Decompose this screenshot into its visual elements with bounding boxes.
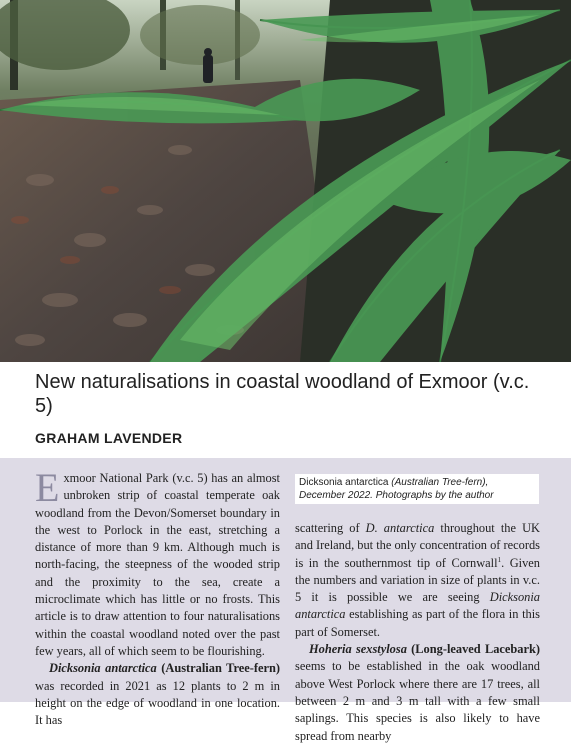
paragraph-dicksonia	[35, 660, 280, 729]
species-name: Hoheria sexstylosa	[309, 642, 407, 657]
footnote-ref: 1	[497, 555, 502, 564]
text-run: . Given the numbers and variation in size of plants in v.c. 5 it is possible we are seeing	[295, 555, 540, 605]
common-name: (Long-leaved Lacebark)	[406, 642, 541, 657]
column-1	[35, 465, 280, 729]
header-photo	[0, 0, 571, 362]
caption-text: (Australian Tree-fern), December 2022. Photographs by the author	[299, 477, 494, 501]
species-name: Dicksonia antarctica	[295, 590, 540, 622]
fern-photo-illustration	[0, 0, 571, 362]
species-name: D. antarctica	[365, 521, 435, 535]
paragraph-text: seems to be established in the oak woodland above West Porlock where there are 17 trees, all between 2 m and 3 m tall with a few small saplings. This species is also likely to have spread from nearby	[295, 659, 540, 743]
text-run: scattering of	[295, 521, 366, 535]
text-run: establishing as part of the flora in this part of Somerset.	[295, 607, 540, 639]
article-title: New naturalisations in coastal woodland of Exmoor (v.c. 5)	[35, 371, 530, 417]
species-name: Dicksonia antarctica	[49, 661, 157, 676]
paragraph-hoheria	[295, 641, 540, 745]
intro-text: xmoor National Park (v.c. 5) has an almost unbroken strip of coastal temperate oak woodland from the Devon/Somerset boundary in the west to Porlock in the east, stretching a distance of more than 9 km. Although much is north-facing, the steepness of the wooded strip and the proximity to the sea, create a microclimate which has little or no frosts. This article is to draw attention to four naturalisations within the coastal woodland noted over the past few years, all of which seem to be flourishing.	[35, 471, 280, 658]
caption-species: Dicksonia antarctica	[299, 477, 389, 488]
article-author: GRAHAM LAVENDER	[35, 430, 183, 446]
paragraph-intro	[35, 465, 280, 660]
drop-cap: E	[35, 465, 60, 510]
common-name: (Australian Tree-fern)	[156, 661, 280, 676]
photo-caption	[295, 474, 539, 504]
paragraph-continued	[295, 520, 540, 641]
column-2	[295, 520, 540, 745]
text-run: throughout the UK and Ireland, but the only concentration of records is in the southernmost tip of Cornwall	[295, 521, 540, 570]
paragraph-text: was recorded in 2021 as 12 plants to 2 m in height on the edge of woodland in one location. It has	[35, 678, 280, 728]
